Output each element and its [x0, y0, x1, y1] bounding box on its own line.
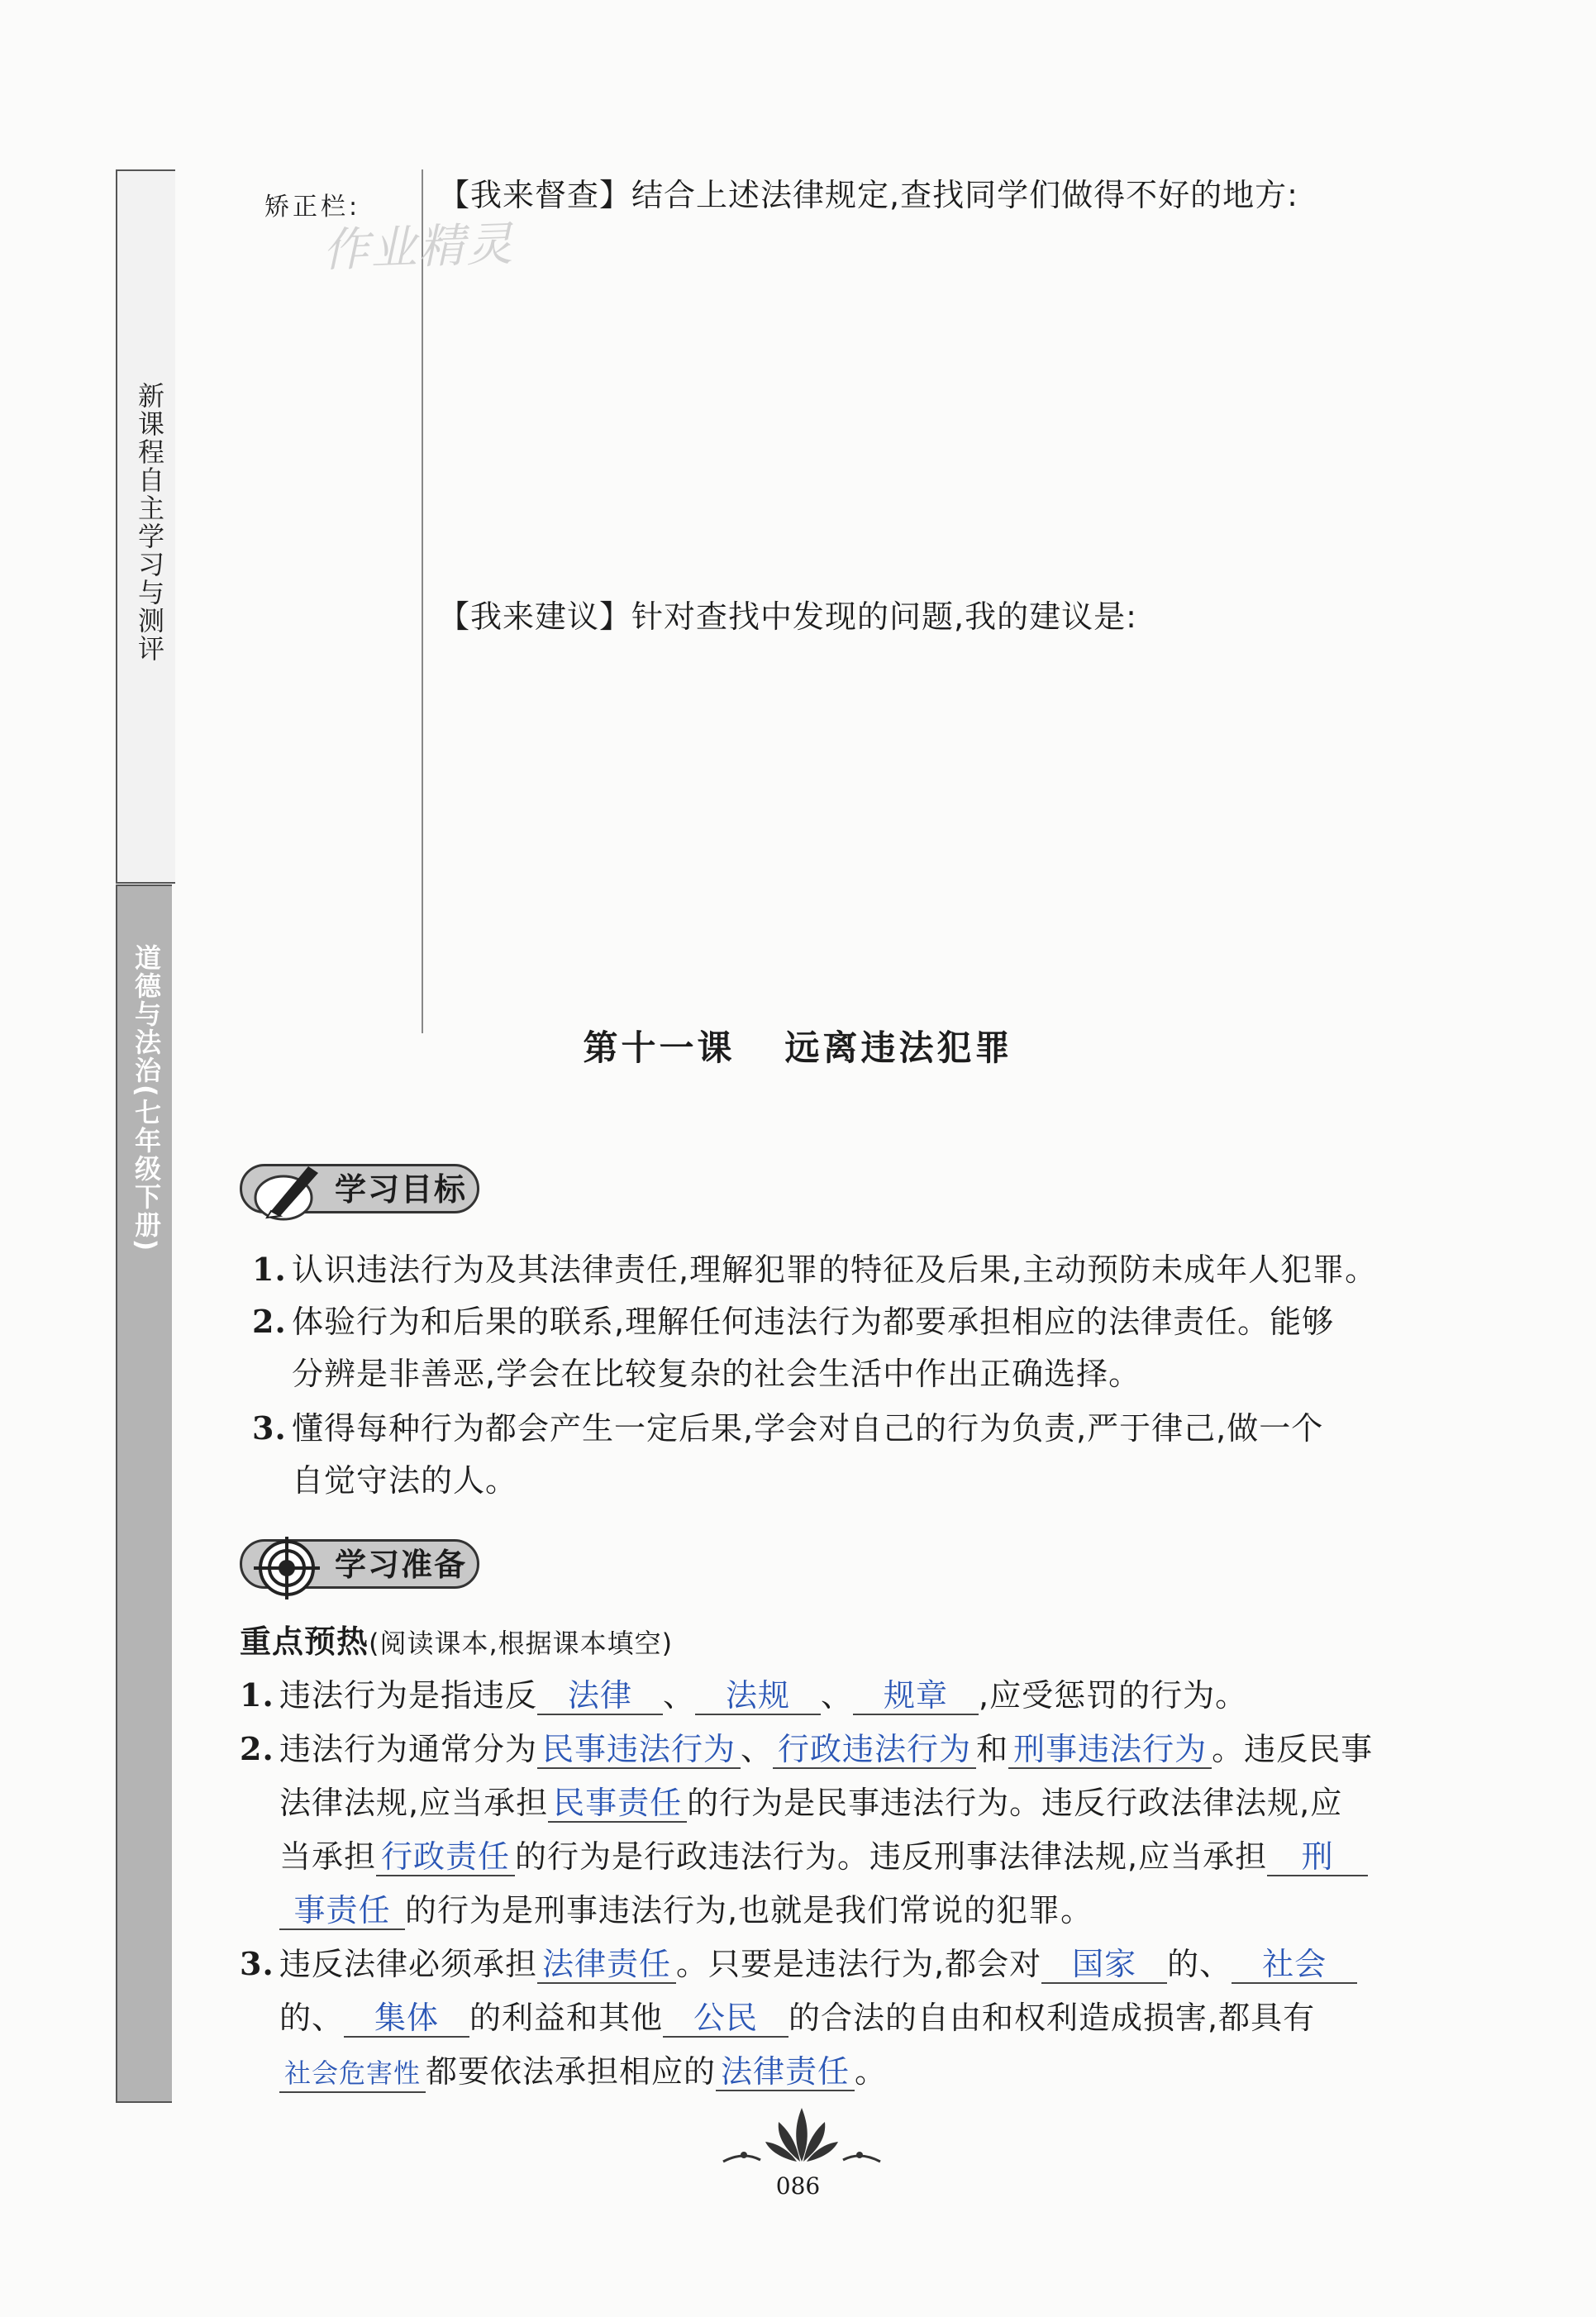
question-3: 3. 违反法律必须承担 法律责任 。只要是违法行为,都会对 国家 的、 社会: [240, 1938, 1357, 1984]
answer-blank: 社会: [1232, 1946, 1357, 1984]
answer-blank: 事责任: [279, 1892, 405, 1930]
answer-blank: 法规: [695, 1677, 821, 1715]
answer-blank: 社会危害性: [279, 2055, 426, 2093]
question-3-line-2: 的、 集体 的利益和其他 公民 的合法的自由和权利造成损害,都具有: [279, 2000, 1316, 2036]
supervise-text: 结合上述法律规定,查找同学们做得不好的地方:: [631, 177, 1298, 213]
question-2-line-3: 当承担 行政责任 的行为是行政违法行为。违反刑事法律法规,应当承担 刑: [279, 1831, 1368, 1876]
answer-blank: 行政责任: [376, 1838, 515, 1876]
side-tab-book-title: [116, 169, 175, 884]
answer-blank: 法律: [537, 1677, 663, 1715]
answer-blank: 法律责任: [537, 1946, 676, 1984]
answer-blank: 民事违法行为: [537, 1731, 741, 1769]
answer-blank: 刑事违法行为: [1008, 1731, 1212, 1769]
lesson-name: 远离违法犯罪: [784, 1027, 1013, 1068]
correction-divider: [422, 169, 423, 1033]
prep-heading: 重点预热: [240, 1623, 369, 1660]
answer-blank: 规章: [853, 1677, 979, 1715]
answer-blank: 国家: [1041, 1946, 1167, 1984]
answer-blank: 行政违法行为: [773, 1731, 976, 1769]
question-2-line-4: 事责任 的行为是刑事违法行为,也就是我们常说的犯罪。: [279, 1885, 1093, 1930]
prep-badge-label: 学习准备: [335, 1547, 468, 1583]
suggest-prompt: [438, 591, 1137, 636]
answer-blank: 公民: [663, 2000, 788, 2038]
goal-item-3-cont: 自觉守法的人。: [292, 1462, 518, 1499]
goal-item-1: 1. 认识违法行为及其法律责任,理解犯罪的特征及后果,主动预防未成年人犯罪。: [252, 1251, 1378, 1288]
leaf-ornament-icon: [711, 2104, 893, 2170]
subject-vertical: 道德与法治(七年级下册): [131, 944, 162, 1253]
prep-note: (阅读课本,根据课本填空): [369, 1628, 674, 1659]
target-icon: [250, 1535, 325, 1601]
lesson-title: [0, 1021, 1596, 1070]
answer-blank: 集体: [344, 2000, 469, 2038]
answer-blank: 民事责任: [548, 1785, 687, 1823]
pen-icon: [250, 1160, 333, 1226]
question-3-line-3: 社会危害性 都要依法承担相应的 法律责任 。: [279, 2046, 887, 2093]
watermark: 作业精灵: [322, 217, 516, 279]
goal-item-3: 3. 懂得每种行为都会产生一定后果,学会对自己的行为负责,严于律己,做一个: [252, 1409, 1324, 1447]
goals-badge: [240, 1164, 479, 1213]
prep-heading-row: [240, 1616, 673, 1661]
lesson-number: 第十一课: [583, 1027, 736, 1068]
goal-item-2-cont: 分辨是非善恶,学会在比较复杂的社会生活中作出正确选择。: [292, 1356, 1141, 1392]
answer-blank: 法律责任: [716, 2053, 855, 2091]
question-2-line-2: 法律法规,应当承担 民事责任 的行为是民事违法行为。违反行政法律法规,应: [279, 1785, 1343, 1821]
suggest-text: 针对查找中发现的问题,我的建议是:: [631, 598, 1137, 635]
goal-item-2: 2. 体验行为和后果的联系,理解任何违法行为都要承担相应的法律责任。能够: [252, 1303, 1335, 1340]
answer-blank: 刑: [1267, 1838, 1368, 1876]
goals-badge-label: 学习目标: [335, 1171, 468, 1208]
book-title-vertical: 新课程自主学习与测评: [134, 382, 165, 663]
supervise-prompt: [438, 169, 1298, 215]
question-2: 2. 违法行为通常分为 民事违法行为 、 行政违法行为 和 刑事违法行为 。违反民事: [240, 1730, 1374, 1767]
page-number: 086: [775, 2172, 821, 2200]
correction-label: 矫正栏:: [264, 193, 361, 222]
prep-badge: [240, 1539, 479, 1589]
suggest-tag: 【我来建议】: [438, 598, 632, 635]
question-1: 1. 违法行为是指违反 法律 、 法规 、 规章 ,应受惩罚的行为。: [240, 1676, 1248, 1714]
supervise-tag: 【我来督查】: [438, 177, 632, 213]
